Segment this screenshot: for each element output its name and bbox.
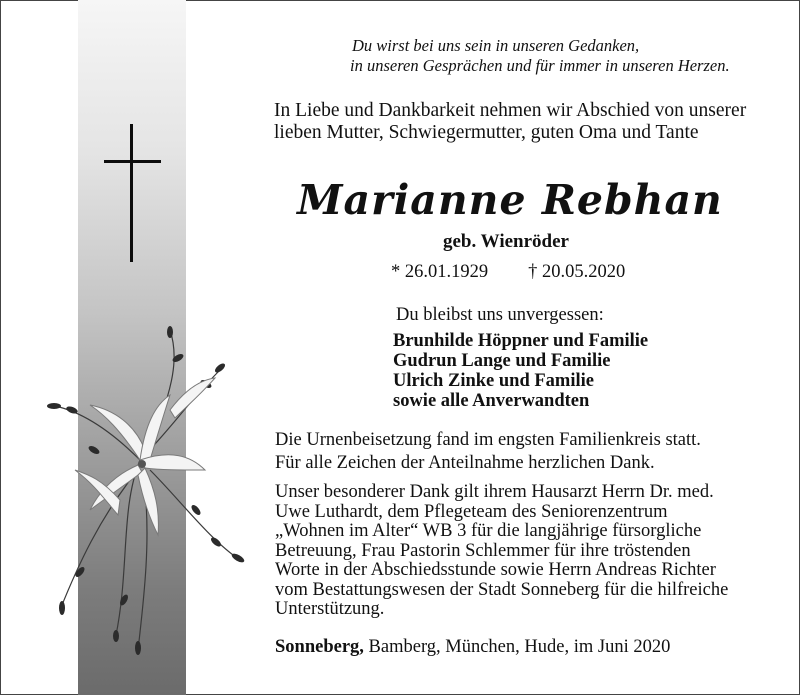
place-date-line xyxy=(275,637,670,658)
motto-verse xyxy=(352,36,762,75)
notice-line: Die Urnenbeisetzung fand im engsten Familienkreis statt. xyxy=(275,430,701,450)
thanks-line: vom Bestattungswesen der Stadt Sonneberg für die hilfreiche xyxy=(275,579,729,600)
thanks-line: Uwe Luthardt, dem Pflegeteam des Seniorenzentrum xyxy=(275,501,668,522)
mourners-list xyxy=(393,331,648,411)
thanks-line: Unser besonderer Dank gilt ihrem Hausarzt Herrn Dr. med. xyxy=(275,482,714,502)
deceased-name: Marianne Rebhan xyxy=(297,176,723,224)
death-date: † 20.05.2020 xyxy=(528,262,626,282)
lily-bouquet-icon xyxy=(20,310,270,660)
thanks-paragraph xyxy=(275,483,728,620)
intro-line: In Liebe und Dankbarkeit nehmen wir Abschied von unserer xyxy=(274,100,747,121)
burial-notice xyxy=(275,429,701,474)
thanks-line: Betreuung, Frau Pastorin Schlemmer für ihre tröstenden xyxy=(275,540,691,561)
mourners-heading: Du bleibst uns unvergessen: xyxy=(396,305,604,325)
place-rest: Bamberg, München, Hude, im Juni 2020 xyxy=(363,637,671,657)
place-main: Sonneberg, xyxy=(275,637,364,657)
mourner-item: Gudrun Lange und Familie xyxy=(393,351,611,371)
mourner-item: sowie alle Anverwandten xyxy=(393,391,590,411)
intro-line: lieben Mutter, Schwiegermutter, guten Oma und Tante xyxy=(274,121,699,143)
maiden-name: geb. Wienröder xyxy=(443,231,569,252)
cross-icon xyxy=(104,124,162,264)
mourner-item: Ulrich Zinke und Familie xyxy=(393,371,594,391)
birth-date: * 26.01.1929 xyxy=(391,262,489,282)
mourner-item: Brunhilde Höppner und Familie xyxy=(393,331,649,351)
motto-line: in unseren Gesprächen und für immer in unseren Herzen. xyxy=(350,55,730,75)
intro-text xyxy=(274,100,774,143)
notice-line: Für alle Zeichen der Anteilnahme herzlichen Dank. xyxy=(275,452,655,473)
thanks-line: Worte in der Abschiedsstunde sowie Herrn Andreas Richter xyxy=(275,560,716,580)
life-dates xyxy=(391,262,625,283)
thanks-line: Unterstützung. xyxy=(275,599,385,619)
motto-line: Du wirst bei uns sein in unseren Gedanken, xyxy=(352,36,640,55)
thanks-line: „Wohnen im Alter“ WB 3 für die langjährige fürsorgliche xyxy=(275,521,702,541)
